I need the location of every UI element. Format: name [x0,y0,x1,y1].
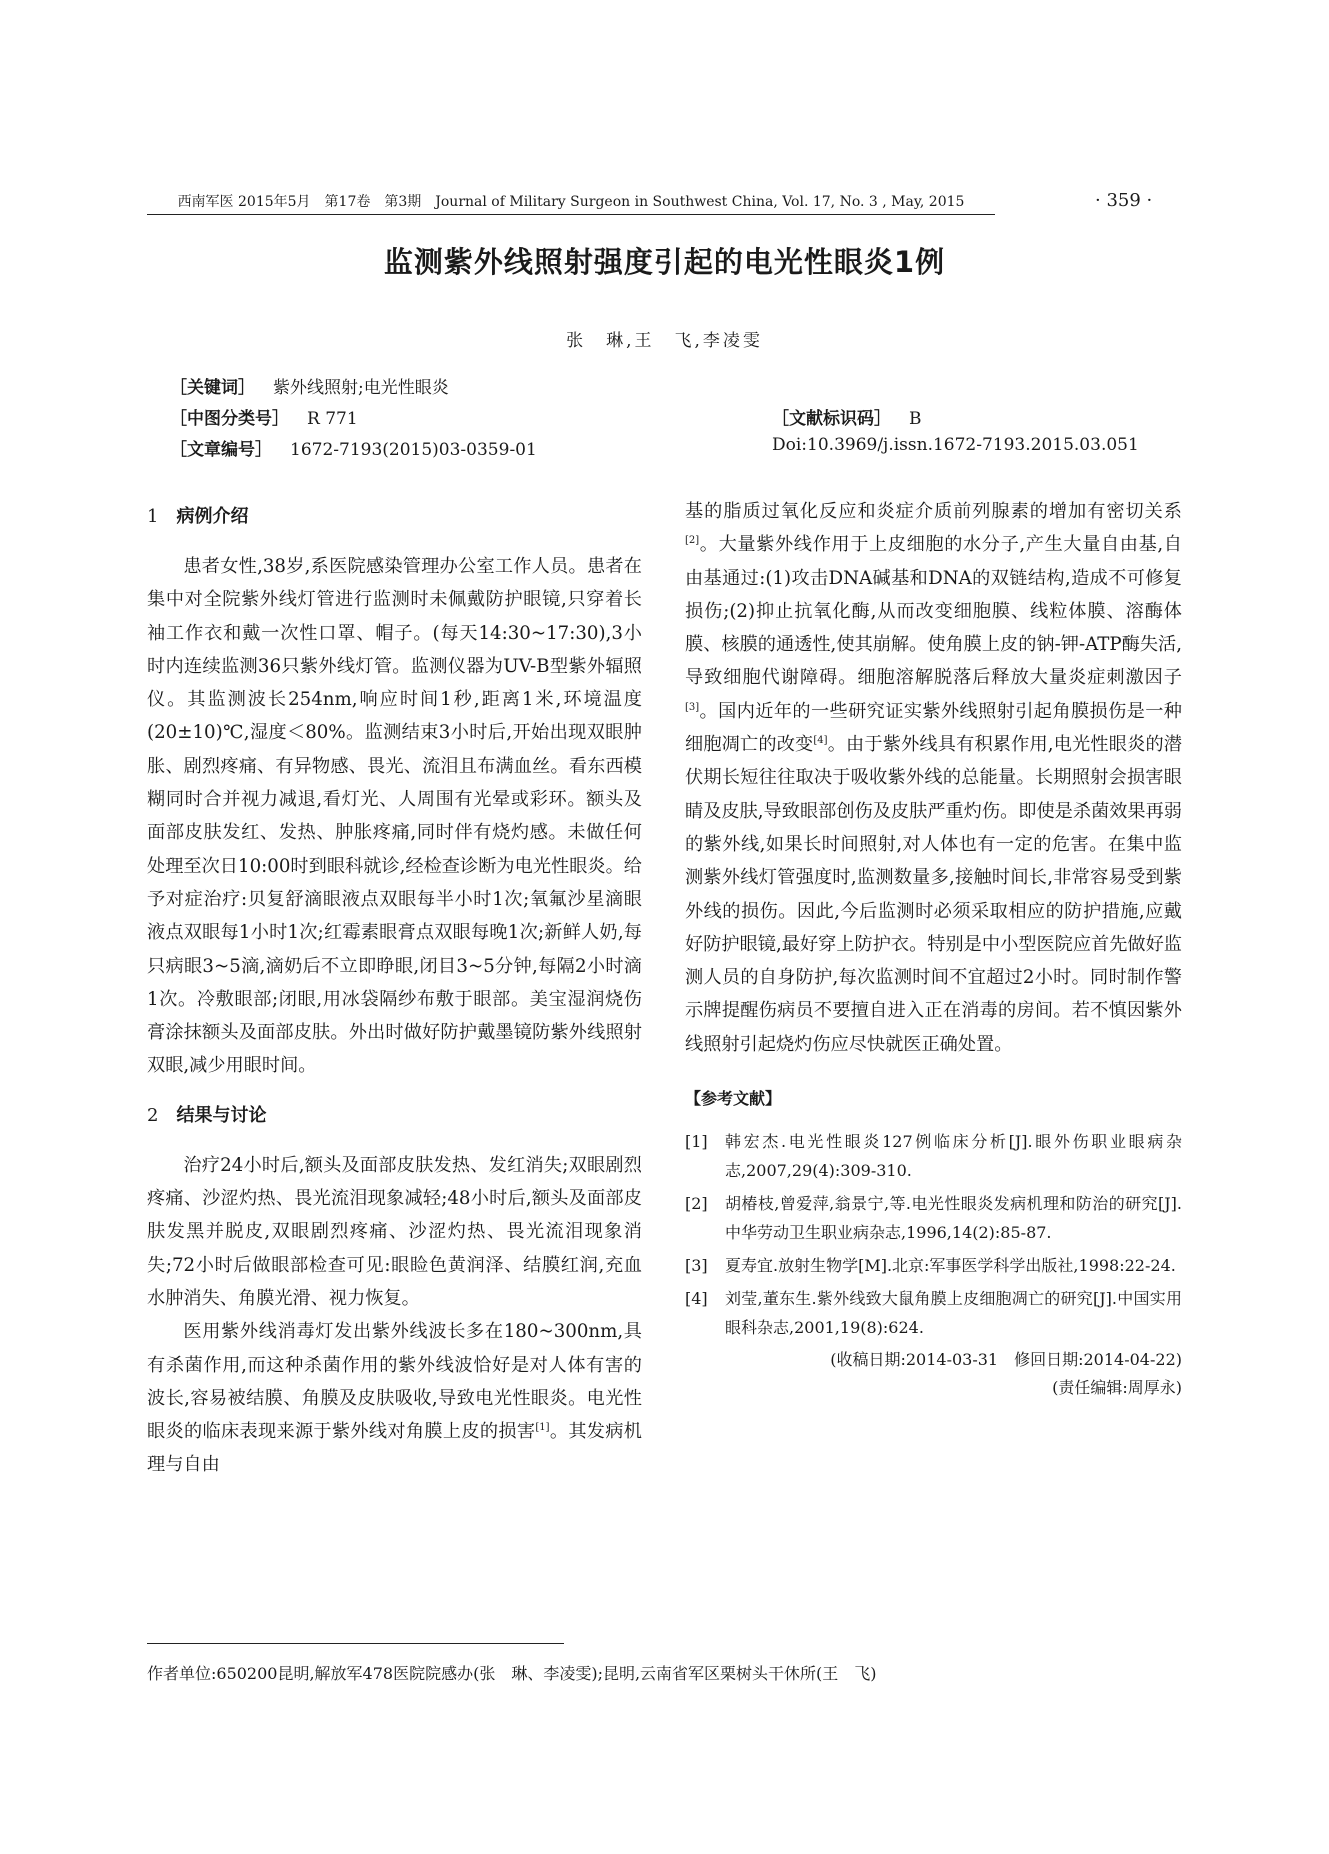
discussion-continued: 基的脂质过氧化反应和炎症介质前列腺素的增加有密切关系[2]。大量紫外线作用于上皮细胞的水分子,产生大量自由基,自由基通过:(1)攻击DNA碱基和DNA的双链结构,造成不可修复损伤;(2)抑止抗氧化酶,从而改变细胞膜、线粒体膜、溶酶体膜、核膜的通透性,使其崩解。使角膜上皮的钠-钾-ATP酶失活,导致细胞代谢障碍。细胞溶解脱落后释放大量炎症刺激因子[3]。国内近年的一些研究证实紫外线照射引起角膜损伤是一种细胞凋亡的改变[4]。由于紫外线具有积累作用,电光性眼炎的潜伏期长短往往取决于吸收紫外线的总能量。长期照射会损害眼睛及皮肤,导致眼部创伤及皮肤严重灼伤。即使是杀菌效果再弱的紫外线,如果长时间照射,对人体也有一定的危害。在集中监测紫外线灯管强度时,监测数量多,接触时间长,非常容易受到紫外线的损伤。因此,今后监测时必须采取相应的防护措施,应戴好防护眼镜,最好穿上防护衣。特别是中小型医院应首先做好监测人员的自身防护,每次监测时间不宜超过2小时。同时制作警示牌提醒伤病员不要擅自进入正在消毒的房间。若不慎因紫外线照射引起烧灼伤应尽快就医正确处置。 [685,501,1182,1055]
case-paragraph: 患者女性,38岁,系医院感染管理办公室工作人员。患者在集中对全院紫外线灯管进行监测时未佩戴防护眼镜,只穿着长袖工作衣和戴一次性口罩、帽子。(每天14:30~17:30),3小时内连续监测36只紫外线灯管。监测仪器为UV-B型紫外辐照仪。其监测波长254nm,响应时间1秒,距离1米,环境温度(20±10)℃,湿度＜80%。监测结束3小时后,开始出现双眼肿胀、剧烈疼痛、有异物感、畏光、流泪且布满血丝。看东西模糊同时合并视力减退,看灯光、人周围有光晕或彩环。额头及面部皮肤发红、发热、肿胀疼痛,同时伴有烧灼感。未做任何处理至次日10:00时到眼科就诊,经检查诊断为电光性眼炎。给予对症治疗:贝复舒滴眼液点双眼每半小时1次;氧氟沙星滴眼液点双眼每1小时1次;红霉素眼膏点双眼每晚1次;新鲜人奶,每只病眼3~5滴,滴奶后不立即睁眼,闭目3~5分钟,每隔2小时滴1次。冷敷眼部;闭眼,用冰袋隔纱布敷于眼部。美宝湿润烧伤膏涂抹额头及面部皮肤。外出时做好防护戴墨镜防紫外线照射双眼,减少用眼时间。 [147,556,642,1077]
citation: [1] [535,1422,550,1434]
section-heading-2: 2 结果与讨论 [147,1104,267,1126]
footnote-rule [147,1643,564,1644]
received-dates: (收稿日期:2014-03-31 修回日期:2014-04-22) [830,1350,1182,1370]
section-heading-1: 1 病例介绍 [147,506,249,527]
right-column [685,495,1182,1402]
article-title: 监测紫外线照射强度引起的电光性眼炎1例 [383,245,946,279]
left-column [147,492,642,1482]
references-heading: 【参考文献】 [685,1089,782,1109]
article-number-line [170,435,537,460]
clc-line [170,404,358,429]
citation: [4] [813,735,828,747]
reference-item: [3] 夏寿宜.放射生物学[M].北京:军事医学科学出版社,1998:22-24. [685,1256,1176,1276]
doi-value: Doi:10.3969/j.issn.1672-7193.2015.03.051 [772,435,1139,455]
citation: [3] [685,701,700,713]
keywords-line [170,373,449,398]
running-head: 西南军医 2015年5月 第17卷 第3期 Journal of Military Surgeon in Southwest China, Vol. 17, No. 3 , May, 2015 [147,192,995,215]
doccode-value: B [909,409,922,429]
author-list: 张 琳,王 飞,李凌雯 [566,331,763,351]
doi-line [772,435,1139,455]
article-number-label: ［文章编号］ [170,440,272,460]
clc-label: ［中图分类号］ [170,409,289,429]
doccode-line [772,404,922,429]
result-paragraph: 治疗24小时后,额头及面部皮肤发热、发红消失;双眼剧烈疼痛、沙涩灼热、畏光流泪现象减轻;48小时后,额头及面部皮肤发黑并脱皮,双眼剧烈疼痛、沙涩灼热、畏光流泪现象消失;72小时后做眼部检查可见:眼睑色黄润泽、结膜红润,充血水肿消失、角膜光滑、视力恢复。 [147,1154,642,1309]
doccode-label: ［文献标识码］ [772,409,891,429]
reference-item: [2] 胡椿枝,曾爱萍,翁景宁,等.电光性眼炎发病机理和防治的研究[J].中华劳动卫生职业病杂志,1996,14(2):85-87. [685,1194,1182,1243]
reference-item: [1] 韩宏杰.电光性眼炎127例临床分析[J].眼外伤职业眼病杂志,2007,29(4):309-310. [685,1132,1182,1181]
citation: [2] [685,535,700,547]
discussion-paragraph: 医用紫外线消毒灯发出紫外线波长多在180~300nm,具有杀菌作用,而这种杀菌作用的紫外线波恰好是对人体有害的波长,容易被结膜、角膜及皮肤吸收,导致电光性眼炎。电光性眼炎的临床表现来源于紫外线对角膜上皮的损害[1]。其发病机理与自由 [147,1321,642,1476]
keywords-label: ［关键词］ [170,378,255,398]
responsible-editor: (责任编辑:周厚永) [1052,1378,1182,1398]
reference-item: [4] 刘莹,董东生.紫外线致大鼠角膜上皮细胞凋亡的研究[J].中国实用眼科杂志,2001,19(8):624. [685,1289,1182,1338]
keywords-value: 紫外线照射;电光性眼炎 [273,378,449,398]
clc-value: R 771 [307,409,358,429]
reference-list [685,1127,1182,1342]
page-number: · 359 · [1095,190,1153,211]
article-number-value: 1672-7193(2015)03-0359-01 [290,440,537,460]
author-affiliation-footnote: 作者单位:650200昆明,解放军478医院院感办(张 琳、李凌雯);昆明,云南省军区栗树头干休所(王 飞) [147,1664,877,1683]
